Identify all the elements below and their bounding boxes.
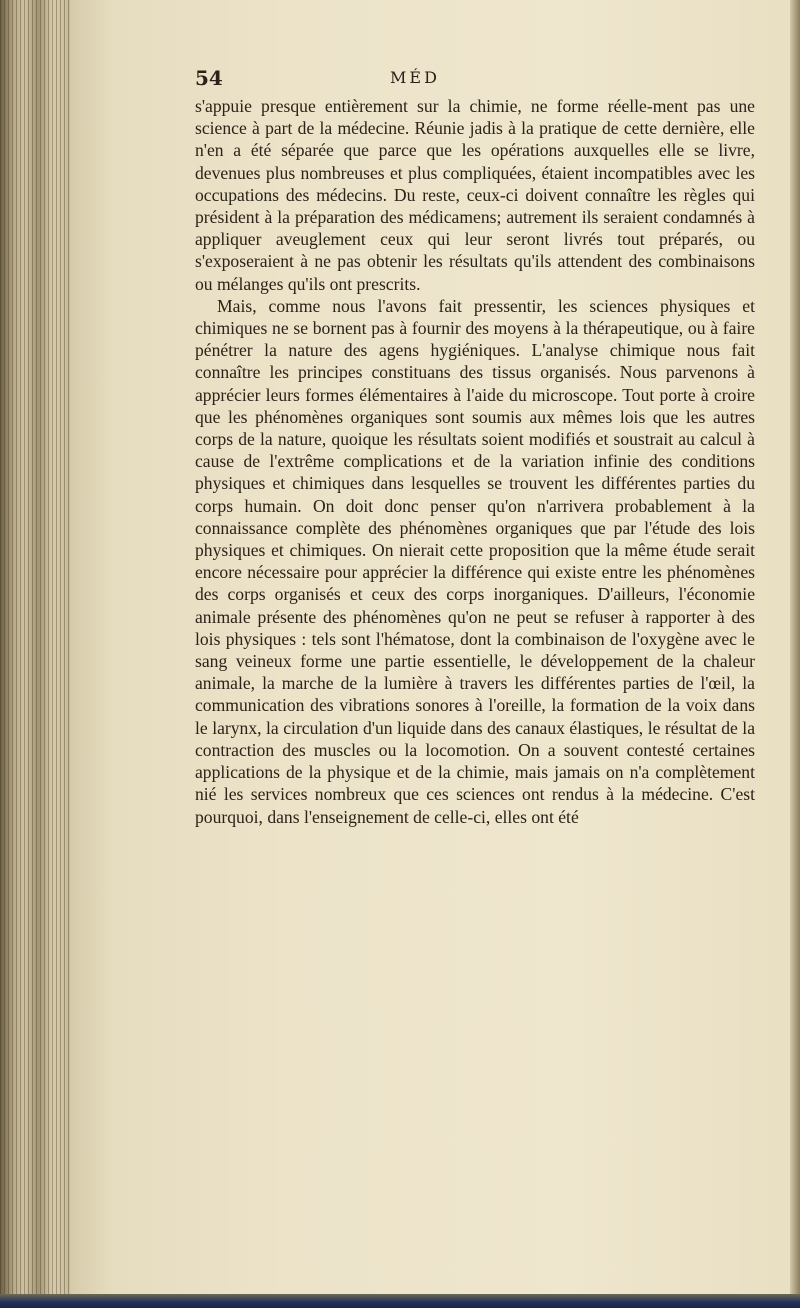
book-spine-edge: [0, 0, 70, 1308]
body-text: [195, 95, 755, 828]
paragraph-continuation: s'appuie presque entièrement sur la chimie, ne forme réelle-ment pas une science à part de la médecine. Réunie jadis à la pratique de cette dernière, elle n'en a été séparée que parce que les opérations auxquelles elle se livre, devenues plus nombreuses et plus compliquées, étaient incompatibles avec les occupations des médecins. Du reste, ceux-ci doivent connaître les règles qui président à la préparation des médicamens; autrement ils seraient condamnés à appliquer aveuglement ceux qui leur seront livrés tout préparés, ou s'exposeraient à ne pas obtenir les résultats qu'ils attendent des combinaisons ou mélanges qu'ils ont prescrits.: [195, 96, 755, 294]
page-right-edge: [790, 0, 800, 1308]
page-number: 54: [195, 66, 223, 90]
running-head: MÉD: [390, 68, 440, 87]
paragraph-sciences: Mais, comme nous l'avons fait pressentir, les sciences physiques et chimiques ne se bornent pas à fournir des moyens à la thérapeutique, ou à faire pénétrer la nature des agens hygiéniques. L'analyse chimique nous fait connaître les principes constituans des tissus organisés. Nous parvenons à apprécier leurs formes élémentaires à l'aide du microscope. Tout porte à croire que les phénomènes organiques sont soumis aux mêmes lois que les autres corps de la nature, quoique les résultats soient modifiés et soustrait au calcul à cause de l'extrême complications et de la variation infinie des conditions physiques et chimiques dans lesquelles se trouvent les différentes parties du corps humain. On doit donc penser qu'on n'arrivera probablement à la connaissance complète des phénomènes organiques que par l'étude des lois physiques et chimiques. On nierait cette proposition que la même étude serait encore nécessaire pour apprécier la différence qui existe entre les phénomènes des corps organisés et ceux des corps inorganiques. D'ailleurs, l'économie animale présente des phénomènes qu'on ne peut se refuser à rapporter à des lois physiques : tels sont l'hématose, dont la combinaison de l'oxygène avec le sang veineux forme une partie essentielle, le développement de la chaleur animale, la marche de la lumière à travers les différentes parties de l'œil, la communication des vibrations sonores à l'oreille, la formation de la voix dans le larynx, la circulation d'un liquide dans des canaux élastiques, le résultat de la contraction des muscles ou la locomotion. On a souvent contesté certaines applications de la physique et de la chimie, mais jamais on n'a complètement nié les services nombreux que ces sciences ont rendus à la médecine. C'est pourquoi, dans l'enseignement de celle-ci, elles ont été: [195, 295, 755, 827]
page-bottom-edge: [0, 1294, 800, 1308]
page-header: [195, 66, 755, 90]
